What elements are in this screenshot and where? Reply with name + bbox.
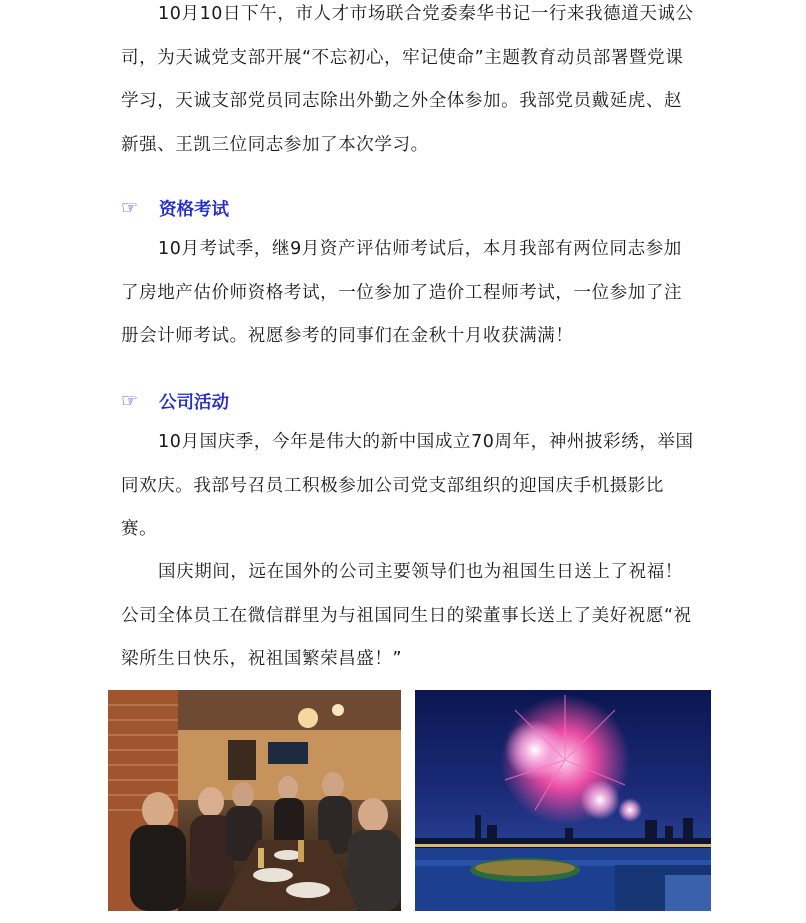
dinner-photo-illustration — [108, 690, 401, 911]
intro-paragraph — [121, 0, 696, 167]
activity-paragraph-1 — [121, 421, 696, 552]
exam-text: 10月考试季，继9月资产评估师考试后，本月我部有两位同志参加了房地产估价师资格考试，一位参加了造价工程师考试，一位参加了注册会计师考试。祝愿参考的同事们在金秋十月收获满满！ — [121, 239, 683, 346]
intro-text: 10月10日下午，市人才市场联合党委秦华书记一行来我德道天诚公司，为天诚党支部开展“不忘初心，牢记使命”主题教育动员部署暨党课学习，天诚支部党员同志除出外勤之外全体参加。我部党员戴延虎、赵新强、王凯三位同志参加了本次学习。 — [121, 4, 694, 155]
pointing-hand-icon: ☞ — [121, 390, 139, 412]
dinner-photo — [108, 690, 401, 911]
exam-heading — [121, 193, 229, 223]
pointing-hand-icon: ☞ — [121, 197, 139, 219]
activity-heading-text: 公司活动 — [159, 392, 229, 413]
activity-heading — [121, 386, 229, 416]
activity-text-2: 国庆期间，远在国外的公司主要领导们也为祖国生日送上了祝福！公司全体员工在微信群里为与祖国同生日的梁董事长送上了美好祝愿“祝梁所生日快乐，祝祖国繁荣昌盛！” — [121, 562, 692, 669]
fireworks-photo-illustration — [415, 690, 711, 911]
exam-heading-text: 资格考试 — [159, 199, 229, 220]
activity-paragraph-2 — [121, 551, 696, 682]
fireworks-photo — [415, 690, 711, 911]
activity-text-1: 10月国庆季，今年是伟大的新中国成立70周年，神州披彩绣，举国同欢庆。我部号召员工积极参加公司党支部组织的迎国庆手机摄影比赛。 — [121, 432, 694, 539]
exam-paragraph — [121, 228, 696, 359]
